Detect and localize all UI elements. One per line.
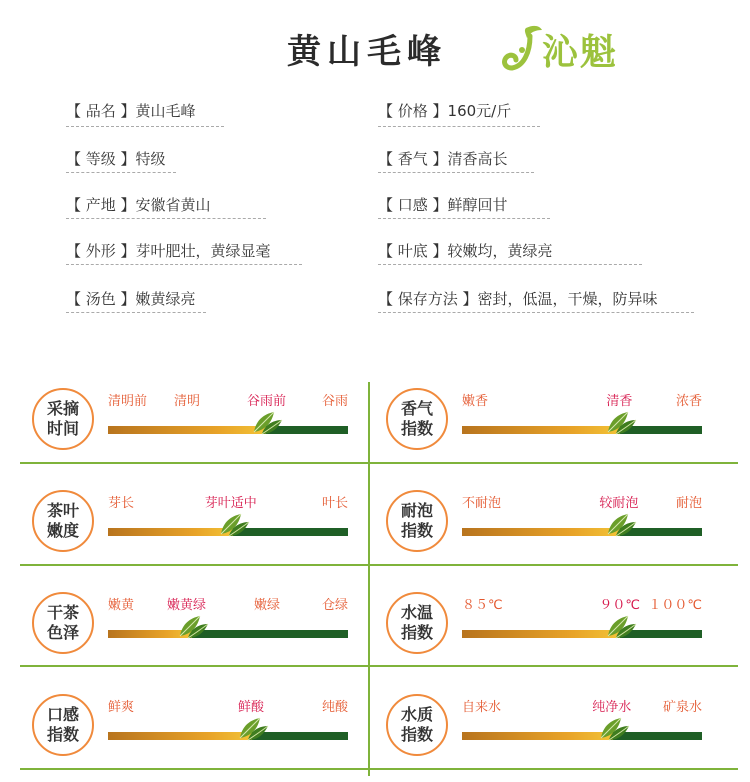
divider [66,264,302,265]
info-item-taste [378,194,508,215]
gauge-bar [462,426,702,434]
gauge-scale-label: 嫩黄绿 [167,598,207,613]
gauge-title-line: 水温 [400,603,433,622]
gauge-grid [20,376,738,776]
gauge-scale-label: 嫩绿 [254,598,281,613]
gauge-scale-label: 清香 [606,394,633,409]
gauge-bar-fill [462,528,620,536]
gauge-title-line: 时间 [46,419,79,438]
divider [66,172,176,173]
gauge-bar [108,630,348,638]
info-value: 160元/斤 [447,102,512,120]
gauge-scale-labels [108,696,348,714]
gauge-scale-labels [108,390,348,408]
gauge-bar [462,630,702,638]
gauge-scale-label: 谷雨 [321,394,348,409]
tea-leaf-icon [236,714,270,742]
divider [378,218,550,219]
gauge-bar-fill [462,732,613,740]
gauge-scale-labels [462,390,702,408]
gauge-scale-label: 纯酸 [321,700,348,715]
info-item-price [378,100,511,121]
info-label: 【 香气 】 [378,150,448,168]
info-value: 特级 [135,150,166,168]
info-label: 【 汤色 】 [66,290,136,308]
divider [378,264,642,265]
gauge-scale-label: 嫩香 [462,394,489,409]
gauge-cell [20,370,360,470]
divider [378,172,534,173]
info-item-origin [66,194,211,215]
gauge-title-line: 茶叶 [46,501,79,520]
gauge-scale-label: 谷雨前 [247,394,287,409]
gauge-scale-label: 仓绿 [321,598,348,613]
tea-leaf-icon [604,510,638,538]
gauge-scale-labels [108,594,348,612]
gauge-scale-label: ８５℃ [462,598,503,613]
gauge-bar [108,732,348,740]
leaf-swirl-icon [500,22,548,74]
gauge-scale-label: 芽长 [108,496,135,511]
gauge-scale-label: 清明前 [108,394,148,409]
info-item-shape [66,240,271,261]
gauge-cell [374,370,714,470]
divider [66,126,224,127]
gauge-title-line: 指数 [400,725,433,744]
gauge-title-badge [386,388,448,450]
gauge-title-line: 指数 [400,623,433,642]
gauge-cell [20,574,360,674]
tea-leaf-icon [176,612,210,640]
gauge-scale-label: 清明 [174,394,201,409]
gauge-bar-fill [108,528,233,536]
gauge-bar-fill [108,426,266,434]
gauge-bar-fill [462,426,620,434]
brand-logo [500,18,660,78]
gauge-scale-label: 鲜爽 [108,700,135,715]
gauge-scale-labels [462,594,702,612]
gauge-scale-labels [462,492,702,510]
gauge-scale-label: 自来水 [462,700,502,715]
gauge-title-line: 色泽 [46,623,79,642]
gauge-title-badge [386,592,448,654]
info-label: 【 等级 】 [66,150,136,168]
info-item-aroma [378,148,508,169]
info-item-grade [66,148,166,169]
divider [66,218,266,219]
gauge-scale-label: 耐泡 [675,496,702,511]
gauge-scale-labels [462,696,702,714]
gauge-title-badge [386,490,448,552]
gauge-title-badge [32,388,94,450]
gauge-cell [20,472,360,572]
gauge-scale-label: 叶长 [321,496,348,511]
header [0,0,750,80]
info-item-liquor [66,288,196,309]
gauge-bar-fill [108,732,252,740]
gauge-cell [374,676,714,776]
tea-leaf-icon [217,510,251,538]
info-item-leaf [378,240,553,261]
gauge-title-line: 采摘 [46,399,79,418]
gauge-title-badge [386,694,448,756]
gauge-bar [108,426,348,434]
gauge-scale-label: 不耐泡 [462,496,502,511]
gauge-scale-label: ９０℃ [599,598,640,613]
tea-leaf-icon [604,408,638,436]
gauge-scale-label: 鲜酸 [238,700,265,715]
gauge-title-line: 指数 [46,725,79,744]
gauge-scale-labels [108,492,348,510]
brand-name: 沁魁 [542,32,619,73]
gauge-title-line: 指数 [400,419,433,438]
page-title: 黄山毛峰 [287,32,447,72]
gauge-bar [462,528,702,536]
gauge-bar [462,732,702,740]
info-value: 清香高长 [447,150,508,168]
gauge-title-line: 口感 [46,705,79,724]
divider [378,126,540,127]
gauge-title-line: 干茶 [46,603,79,622]
gauge-cell [374,574,714,674]
gauge-title-badge [32,694,94,756]
gauge-scale-label: １００℃ [648,598,702,613]
gauge-scale-label: 嫩黄 [108,598,135,613]
info-label: 【 叶底 】 [378,242,448,260]
info-item-name [66,100,196,121]
gauge-title-line: 香气 [400,399,433,418]
info-value: 鲜醇回甘 [447,196,508,214]
gauge-scale-label: 较耐泡 [599,496,639,511]
divider [378,312,694,313]
info-value: 芽叶肥壮，黄绿显毫 [135,242,271,260]
gauge-title-line: 嫩度 [46,521,79,540]
tea-leaf-icon [250,408,284,436]
info-value: 较嫩均，黄绿亮 [447,242,553,260]
gauge-title-badge [32,592,94,654]
tea-leaf-icon [597,714,631,742]
info-label: 【 外形 】 [66,242,136,260]
gauge-scale-label: 矿泉水 [662,700,702,715]
gauge-title-line: 指数 [400,521,433,540]
gauge-title-line: 耐泡 [400,501,433,520]
gauge-scale-label: 纯净水 [592,700,632,715]
gauge-cell [374,472,714,572]
gauge-scale-label: 浓香 [675,394,702,409]
info-item-storage [378,288,658,309]
info-label: 【 价格 】 [378,102,448,120]
gauge-scale-label: 芽叶适中 [204,496,257,511]
tea-leaf-icon [604,612,638,640]
gauge-title-line: 水质 [400,705,433,724]
info-label: 【 保存方法 】 [378,290,478,308]
gauge-bar-fill [462,630,620,638]
info-label: 【 产地 】 [66,196,136,214]
gauge-cell [20,676,360,776]
info-value: 黄山毛峰 [135,102,196,120]
divider [66,312,206,313]
info-label: 【 品名 】 [66,102,136,120]
info-value: 安徽省黄山 [135,196,211,214]
info-label: 【 口感 】 [378,196,448,214]
gauge-title-badge [32,490,94,552]
info-value: 嫩黄绿亮 [135,290,196,308]
info-value: 密封，低温，干燥，防异味 [477,290,658,308]
grid-vertical-divider [368,382,370,776]
